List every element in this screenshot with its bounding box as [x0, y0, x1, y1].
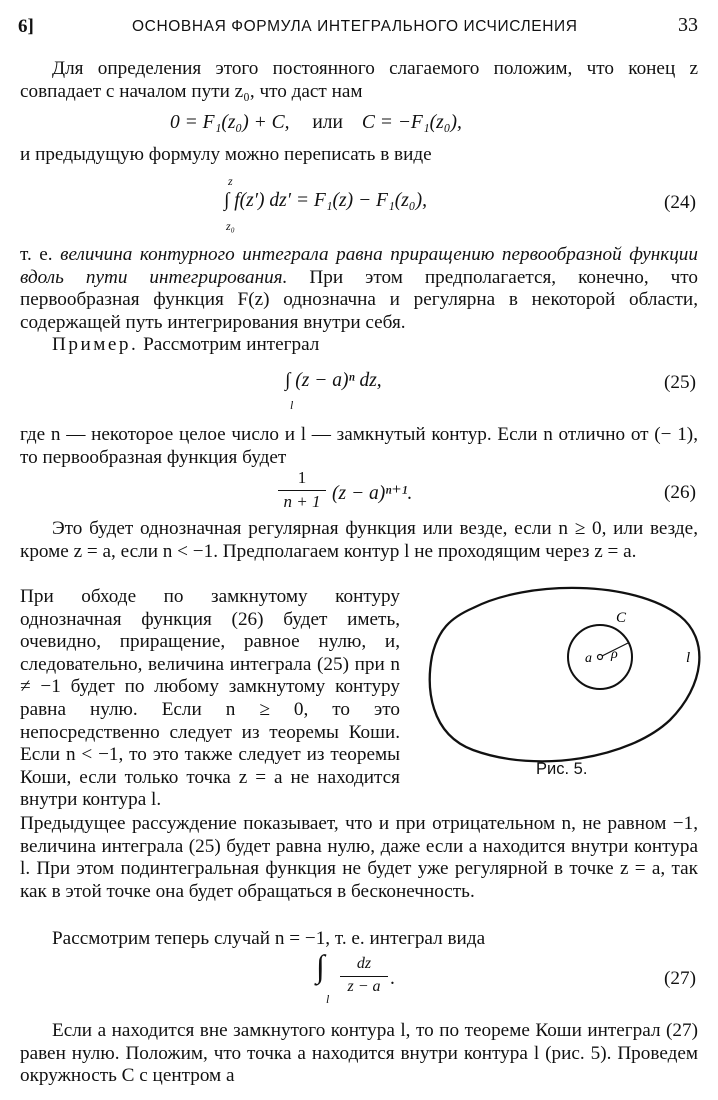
circle-C	[568, 625, 632, 689]
paragraph-5: где n — некоторое целое число и l — замкнутый контур. Если n отлично от (− 1), то первообразная функция будет	[20, 424, 698, 468]
p3-rest: При этом предполагается, конечно, что первообразная функция F(z) однозначна и регулярна в некоторой области, содержащей путь интегрирования внутри себя.	[20, 266, 699, 333]
eq25-body: ∫ (z − a)ⁿ dz,	[285, 370, 382, 391]
eq25-lower-limit: l	[290, 398, 294, 412]
eq27-lower-limit: l	[326, 992, 330, 1006]
paragraph-1: Для определения этого постоянного слагаемого положим, что конец z совпадает с началом пути z₀, что даст нам	[20, 58, 698, 102]
paragraph-9: Если a находится вне замкнутого контура l, то по теореме Коши интеграл (27) равен нулю. Положим, что точка a находится внутри контура l (рис. 5). Проведем окружность C с центром a	[20, 1020, 698, 1087]
eq26-denominator: n + 1	[283, 492, 321, 511]
eq24-body: ∫ f(z′) dz′ = F₁(z) − F₁(z₀),	[224, 190, 427, 211]
label-l: l	[686, 650, 691, 666]
eq27-denominator: z − a	[347, 978, 381, 995]
p3-lead: т. е.	[20, 244, 53, 265]
eq27-fraction-bar	[340, 976, 388, 977]
paragraph-6: Это будет однозначная регулярная функция или везде, если n ≥ 0, или везде, кроме z = a, если n < −1. Предполагаем контур l не проходящим через z = a.	[20, 518, 698, 562]
paragraph-8: Рассмотрим теперь случай n = −1, т. е. интеграл вида	[52, 928, 486, 949]
eq26-fraction-bar	[278, 490, 326, 491]
section-number: 6]	[18, 16, 34, 37]
running-header	[0, 12, 718, 42]
figure-5	[418, 578, 708, 783]
equation-part-b: C = −F₁(z₀),	[361, 112, 462, 133]
paragraph-7: Предыдущее рассуждение показывает, что и при отрицательном n, не равном −1, величина интеграла (25) будет равна нулю, даже если a находится внутри контура l. При этом подинтегральная функция не будет уже регулярной в точке z = a, так как в этой точке она будет обращаться в бесконечность.	[20, 813, 698, 902]
example-label: Пример.	[52, 334, 139, 355]
eq25-number: (25)	[664, 372, 696, 393]
eq27-numerator: dz	[356, 955, 372, 972]
contour-l	[430, 588, 700, 761]
paragraph-example	[20, 334, 698, 357]
eq24-number: (24)	[664, 192, 696, 213]
paragraph-6-wrap: При обходе по замкнутому контуру однозначная функция (26) будет иметь, очевидно, приращение, равное нулю, и, следовательно, величина интеграла (25) при n ≠ −1 будет по любому замкнутому контуру равна нулю. Если n ≥ 0, то это непосредственно следует из теоремы Коши. Если n < −1, то это также следует из теоремы Коши, если только точка z = a не находится внутри контура l.	[20, 586, 400, 811]
eq26-number: (26)	[664, 482, 696, 503]
eq24-upper-limit: z	[228, 174, 233, 188]
label-a: a	[585, 651, 592, 666]
p3-italic-statement: величина контурного интеграла равна приращению первообразной функции вдоль пути интегрирования.	[20, 244, 698, 288]
eq27-number: (27)	[664, 968, 696, 989]
example-text: Рассмотрим интеграл	[143, 334, 320, 355]
header-title: ОСНОВНАЯ ФОРМУЛА ИНТЕГРАЛЬНОГО ИСЧИСЛЕНИЯ	[132, 18, 578, 35]
equation-or: или	[312, 112, 343, 133]
paragraph-2: и предыдущую формулу можно переписать в виде	[20, 144, 432, 165]
label-C: C	[616, 610, 627, 626]
eq26-numerator: 1	[297, 468, 307, 487]
paragraph-3	[20, 244, 698, 334]
equation-part-a: 0 = F₁(z₀) + C,	[170, 112, 290, 133]
figure-caption: Рис. 5.	[536, 760, 588, 778]
eq27-period: .	[390, 968, 395, 989]
eq24-lower-limit: z₀	[226, 219, 235, 233]
eq26-rest: (z − a)ⁿ⁺¹.	[332, 483, 413, 504]
eq27-integral-sign: ∫	[316, 948, 325, 984]
point-a	[598, 655, 603, 660]
label-rho: ρ	[611, 647, 618, 662]
equation-constant	[170, 112, 462, 134]
page-number: 33	[678, 14, 698, 36]
